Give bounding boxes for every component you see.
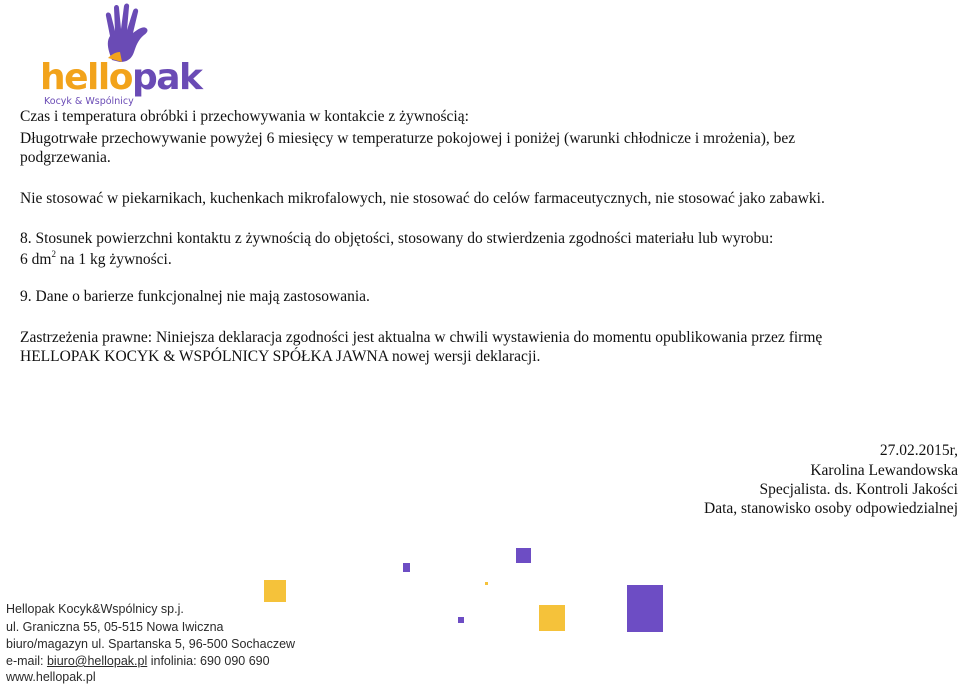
heading-line-3: podgrzewania. xyxy=(20,149,111,166)
legal-line-2: HELLOPAK KOCYK & WSPÓLNICY SPÓŁKA JAWNA nowej wersji deklaracji. xyxy=(20,348,541,365)
footer-contact xyxy=(6,654,270,668)
decor-square xyxy=(403,563,410,572)
heading-line-2: Długotrwałe przechowywanie powyżej 6 miesięcy w temperaturze pokojowej i poniżej (warunki chłodnicze i mrożenia), bez xyxy=(20,130,796,147)
item-9-text: 9. Dane o barierze funkcjonalnej nie mają zastosowania. xyxy=(20,288,370,305)
email-label: e-mail: xyxy=(6,654,47,668)
phone-text: infolinia: 690 090 690 xyxy=(147,654,270,668)
decor-square xyxy=(627,585,663,632)
footer-office: biuro/magazyn ul. Spartanska 5, 96-500 Sochaczew xyxy=(6,637,296,651)
item-8-text: 8. Stosunek powierzchni kontaktu z żywnością do objętości, stosowany do stwierdzenia zgodności materiału lub wyrobu: xyxy=(20,230,774,247)
item-8-quantity: 6 dm xyxy=(20,251,52,268)
decor-square xyxy=(539,605,565,631)
decor-square xyxy=(516,548,531,563)
logo-tagline: Kocyk & Wspólnicy xyxy=(44,96,134,107)
item-8-exponent: 2 xyxy=(51,249,56,259)
signature-date: 27.02.2015r, xyxy=(879,442,958,459)
signature-position: Specjalista. ds. Kontroli Jakości xyxy=(759,481,958,498)
email-link[interactable]: biuro@hellopak.pl xyxy=(46,654,148,668)
usage-warning: Nie stosować w piekarnikach, kuchenkach mikrofalowych, nie stosować do celów farmaceutycznych, nie stosować jako zabawki. xyxy=(20,190,825,207)
signature-caption: Data, stanowisko osoby odpowiedzialnej xyxy=(704,500,958,517)
item-8-unit: na 1 kg żywności. xyxy=(55,251,172,268)
hand-icon xyxy=(98,2,158,64)
decor-square xyxy=(458,617,464,623)
footer-address: ul. Graniczna 55, 05-515 Nowa Iwiczna xyxy=(6,620,224,634)
hellopak-logo xyxy=(40,2,202,110)
legal-line-1: Zastrzeżenia prawne: Niniejsza deklaracja zgodności jest aktualna w chwili wystawienia do momentu opublikowania przez firmę xyxy=(20,329,823,346)
item-8-value xyxy=(20,251,172,269)
logo-wordmark: hellopak xyxy=(40,57,202,98)
decor-square xyxy=(485,582,488,585)
decor-square xyxy=(264,580,286,602)
footer-company: Hellopak Kocyk&Wspólnicy sp.j. xyxy=(6,602,184,616)
heading-line-1: Czas i temperatura obróbki i przechowywania w kontakcie z żywnością: xyxy=(20,108,469,125)
footer-website[interactable]: www.hellopak.pl xyxy=(6,670,96,684)
signature-name: Karolina Lewandowska xyxy=(810,462,958,479)
